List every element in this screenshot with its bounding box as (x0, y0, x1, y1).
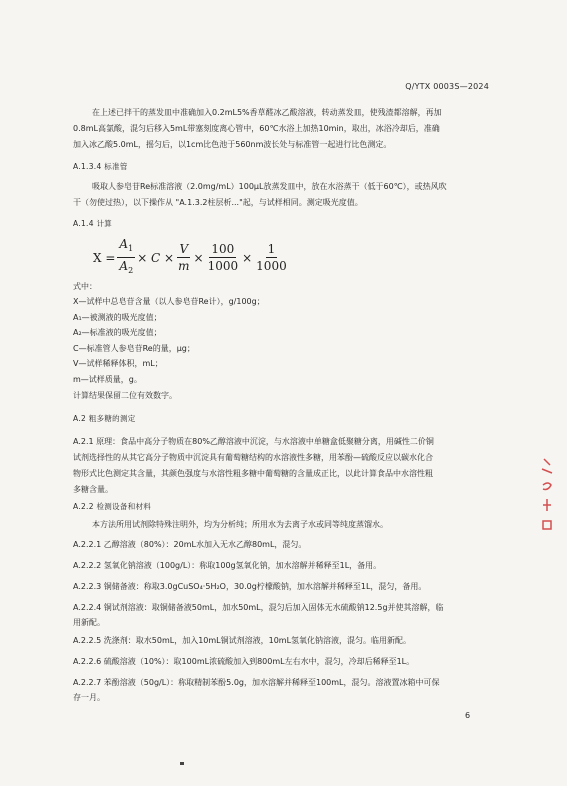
section-heading-a134: A.1.3.4 标准管 (73, 162, 128, 171)
result-note: 计算结果保留二位有效数字。 (73, 391, 177, 400)
fraction-100-1000: $\frac{100}{1000}$ (207, 242, 239, 273)
definition-c: C—标准管人参皂苷Re的量，μg； (73, 344, 195, 353)
formula-c: × C × (137, 250, 175, 265)
intro-line-2: 0.8mL高氯酸，混匀后移入5mL带塞刻度离心管中，60℃水浴上加热10min，取出，冰浴冷却后，准确 (73, 124, 440, 133)
stamp-icon (538, 455, 556, 545)
item-a2224-cont: 用新配。 (73, 618, 105, 627)
intro-line-1: 在上述已拌干的蒸发皿中准确加入0.2mL5%香草醛冰乙酸溶液，转动蒸发皿，使残渣都溶解，再加 (92, 108, 442, 117)
item-a2224: A.2.2.4 铜试剂溶液：取铜储备液50mL，加水50mL，混匀后加入固体无水硫酸钠12.5g并使其溶解，临 (73, 603, 444, 612)
section-heading-a14: A.1.4 计算 (73, 219, 113, 228)
calculation-formula: X = $\frac{A_1}{A_2}$ × C × $\frac{V}{m}$ × $\frac{100}{1000}$ × $\frac{1}{1000}$ (93, 237, 291, 278)
item-a2225: A.2.2.5 洗涤剂：取水50mL，加入10mL铜试剂溶液，10mL氢氧化钠溶液，混匀。临用新配。 (73, 636, 412, 645)
fraction-v-m: $\frac{V}{m}$ (178, 242, 190, 273)
item-a2221: A.2.2.1 乙醇溶液（80%）：20mL水加入无水乙醇80mL，混匀。 (73, 540, 307, 549)
definition-x: X—试样中总皂苷含量（以人参皂苷Re计），g/100g； (73, 297, 265, 306)
item-a2223: A.2.2.3 铜储备液：称取3.0gCuSO₄·5H₂O，30.0g柠檬酸钠，加水溶解并稀释至1L，混匀，备用。 (73, 582, 427, 591)
a21-line-2: 试剂选择性的从其它高分子物质中沉淀具有葡萄糖结构的水溶液性多糖，用苯酚—硫酸反应以碳水化合 (73, 453, 433, 462)
definition-v: V—试样稀释体积，mL； (73, 359, 163, 368)
formula-where-label: 式中： (73, 282, 97, 291)
formula-lhs: X = (93, 250, 116, 265)
definition-a2: A₂—标准液的吸光度值； (73, 328, 162, 337)
fraction-a1-a2: $\frac{A_1}{A_2}$ (119, 237, 134, 275)
a134-line-2: 干（勿使过热），以下操作从 "A.1.3.2柱层析..."起，与试样相同。测定吸光度值。 (73, 198, 363, 207)
standard-number: Q/YTX 0003S—2024 (405, 82, 489, 91)
definition-m: m—试样质量，g。 (73, 375, 142, 384)
a134-line-1: 吸取人参皂苷Re标准溶液（2.0mg/mL）100μL放蒸发皿中，放在水浴蒸干（低于60℃），或热风吹 (92, 182, 447, 191)
a22-intro: 本方法所用试剂除特殊注明外，均为分析纯；所用水为去离子水或同等纯度蒸馏水。 (92, 520, 388, 529)
definition-a1: A₁—被测液的吸光度值； (73, 313, 162, 322)
fraction-1-1000: $\frac{1}{1000}$ (256, 242, 287, 273)
item-a2227: A.2.2.7 苯酚溶液（50g/L）：称取精制苯酚5.0g，加水溶解并稀释至100mL，混匀。溶液置冰箱中可保 (73, 678, 440, 687)
page-number: 6 (465, 711, 471, 720)
intro-line-3: 加入冰乙酸5.0mL，摇匀后，以1cm比色池于560nm波长处与标准管一起进行比色测定。 (73, 140, 392, 149)
a21-line-1: A.2.1 原理：食品中高分子物质在80%乙醇溶液中沉淀，与水溶液中单糖盒低聚糖分离，用碱性二价铜 (73, 437, 434, 446)
seal-stamp-fragment (538, 455, 556, 545)
scan-mark (180, 762, 184, 765)
section-heading-a2: A.2 粗多糖的测定 (73, 414, 136, 423)
a21-line-3: 物形式比色测定其含量，其颜色强度与水溶性粗多糖中葡萄糖的含量成正比，以此计算食品中水溶性粗 (73, 469, 433, 478)
item-a2222: A.2.2.2 氢氧化钠溶液（100g/L）：称取100g氢氧化钠，加水溶解并稀释至1L，备用。 (73, 561, 382, 570)
a21-line-4: 多糖含量。 (73, 485, 113, 494)
section-heading-a22: A.2.2 检测设备和材料 (73, 502, 152, 511)
item-a2227-cont: 存一月。 (73, 693, 105, 702)
item-a2226: A.2.2.6 硫酸溶液（10%）：取100mL浓硫酸加入到800mL左右水中，混匀，冷却后稀释至1L。 (73, 657, 415, 666)
